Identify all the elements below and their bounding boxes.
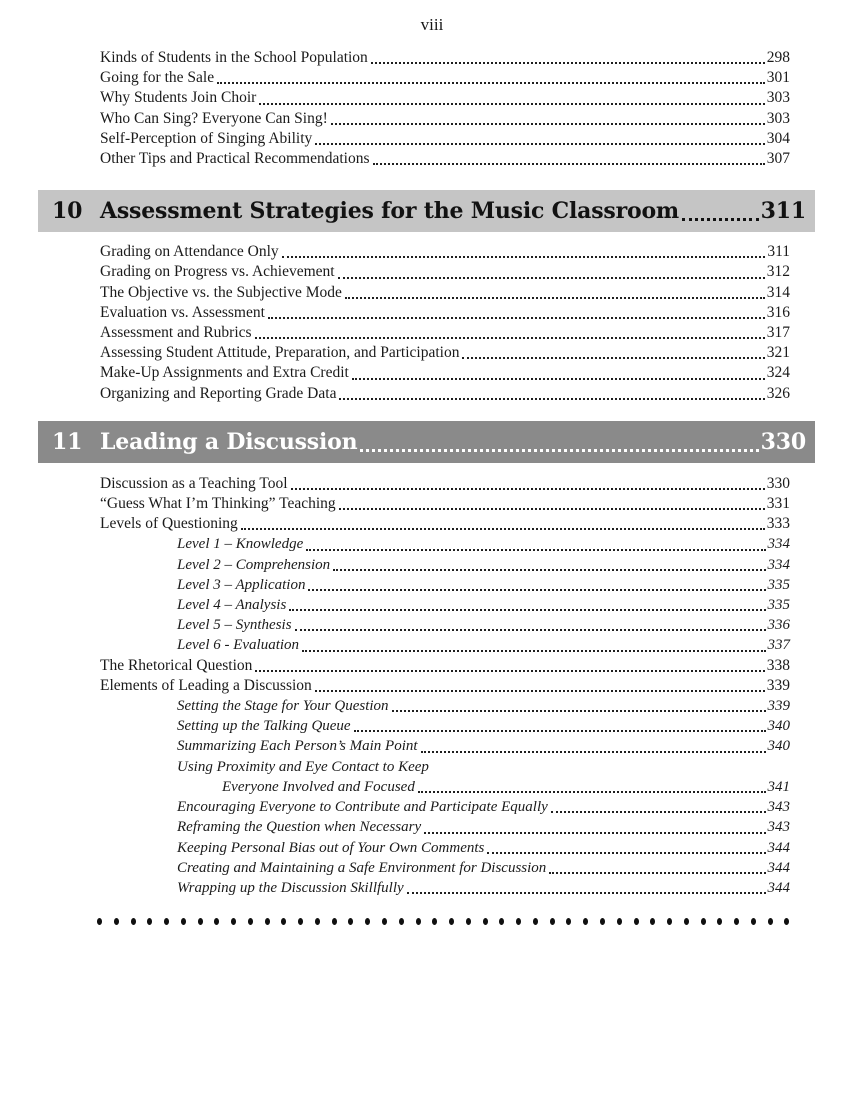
chapter-number: 10 [52,198,83,225]
toc-entry-title: Organizing and Reporting Grade Data [100,384,337,402]
toc-entry [100,777,790,797]
dot-leader [371,62,765,64]
dot-leader [291,488,765,490]
toc-entry-title: Level 2 – Comprehension [177,556,331,573]
divider-dot [734,918,739,925]
divider-dot [684,918,689,925]
divider-dot [533,918,538,925]
dot-leader [333,569,765,571]
toc-entry-page-number: 304 [766,129,790,147]
divider-dot [231,918,236,925]
dot-leader [331,123,765,125]
toc-entry-title: Levels of Questioning [100,515,238,533]
toc-entry-page-number: 344 [767,839,790,856]
toc-entry-page-number: 311 [767,243,790,261]
dot-leader [682,218,759,221]
toc-entry-page-number: 335 [767,597,790,614]
toc-entry [100,878,790,898]
divider-dot [516,918,521,925]
dot-leader [308,589,765,591]
toc-entry-title: Self-Perception of Singing Ability [100,129,313,147]
toc-entry-title: Reframing the Question when Necessary [177,819,422,836]
toc-entry-title: Level 3 – Application [177,576,306,593]
dot-leader [339,508,765,510]
dot-leader [354,730,766,732]
toc-entry-page-number: 330 [766,474,790,492]
toc-entry-page-number: 324 [766,364,790,382]
toc-entry-page-number: 336 [767,617,790,634]
toc-entry [100,555,790,575]
toc-entry-title: Summarizing Each Person’s Main Point [177,738,418,755]
toc-entry-title: Grading on Progress vs. Achievement [100,263,335,281]
toc-entry [100,129,790,149]
divider-dot [298,918,303,925]
toc-entry-page-number: 303 [766,89,790,107]
divider-dot [583,918,588,925]
toc-entry-page-number: 341 [767,778,790,795]
divider-dot [365,918,370,925]
toc-entry-title: Level 1 – Knowledge [177,536,304,553]
toc-entry-page-number: 312 [766,263,790,281]
folio-page-number: viii [420,15,444,34]
toc-entry-page-number: 317 [766,324,790,342]
divider-dot [281,918,286,925]
toc-entry-title: Why Students Join Choir [100,89,257,107]
toc-entry-title: Using Proximity and Eye Contact to Keep [177,758,429,775]
toc-entry-title: Setting the Stage for Your Question [177,698,389,715]
toc-chapters [0,190,864,898]
toc-entry [100,514,790,534]
toc-entry-page-number: 343 [767,799,790,816]
toc-entry-title: Level 6 - Evaluation [177,637,300,654]
toc-entry-page-number: 314 [766,283,790,301]
divider-dot [181,918,186,925]
chapter-page-number: 311 [760,198,806,225]
toc-entry [100,384,790,404]
divider-dot [768,918,773,925]
dot-leader [268,317,765,319]
dot-leader [338,277,765,279]
dot-leader [462,357,764,359]
toc-entry-page-number: 316 [766,303,790,321]
toc-entry-page-number: 333 [766,515,790,533]
toc-entry [100,534,790,554]
dot-leader [282,256,766,258]
toc-entry [100,757,790,777]
toc-entry-page-number: 340 [767,738,790,755]
toc-entry-page-number: 331 [766,495,790,513]
divider-dot [667,918,672,925]
toc-section-chapter-11 [0,474,864,898]
toc-entry-title: Discussion as a Teaching Tool [100,474,288,492]
chapter-title: Assessment Strategies for the Music Classroom [100,198,679,225]
divider-dot [483,918,488,925]
divider-dot [348,918,353,925]
toc-entry-page-number: 343 [767,819,790,836]
dot-leader [302,650,765,652]
dot-leader [418,791,766,793]
toc-entry-page-number: 338 [766,656,790,674]
toc-entry-page-number: 335 [767,576,790,593]
dot-leader [424,832,765,834]
divider-dot [248,918,253,925]
toc-entry [100,676,790,696]
divider-dot [566,918,571,925]
toc-entry [100,838,790,858]
toc-section-pre-chapter [0,48,864,169]
toc-entry [100,736,790,756]
divider-dot [499,918,504,925]
toc-entry-title: Level 5 – Synthesis [177,617,292,634]
dot-leader [421,751,766,753]
toc-entry-page-number: 303 [766,109,790,127]
toc-entry-page-number: 344 [767,879,790,896]
toc-entry [100,696,790,716]
dot-leader [217,82,765,84]
toc-entry-page-number: 307 [766,150,790,168]
toc-entry-title: Creating and Maintaining a Safe Environment for Discussion [177,859,547,876]
toc-entry [100,858,790,878]
divider-dot [147,918,152,925]
dot-leader [339,398,764,400]
toc-entry-page-number: 340 [767,718,790,735]
dot-leader [255,337,765,339]
dot-leader [373,163,765,165]
divider-dot [399,918,404,925]
toc-entry [100,797,790,817]
divider-dot [617,918,622,925]
toc-entry-page-number: 298 [766,49,790,66]
toc-entry-title: Grading on Attendance Only [100,243,279,261]
toc-entry [100,716,790,736]
toc-entry [100,283,790,303]
toc-entry [100,48,790,68]
divider-dot [114,918,119,925]
dot-leader [289,609,765,611]
toc-entry-page-number: 337 [767,637,790,654]
divider-dot [97,918,102,925]
dot-leader [352,378,765,380]
toc-entry [100,656,790,676]
toc-entry [100,68,790,88]
dot-leader [255,670,764,672]
divider-dot [198,918,203,925]
toc-entry-title: Elements of Leading a Discussion [100,676,312,694]
toc-entry [100,635,790,655]
toc-entry [100,149,790,169]
divider-dot [550,918,555,925]
divider-dot [265,918,270,925]
toc-entry [100,494,790,514]
divider-dot [416,918,421,925]
toc-entry-title: Make-Up Assignments and Extra Credit [100,364,349,382]
toc-entry-title: Kinds of Students in the School Population [100,49,368,66]
toc-entry-title: Encouraging Everyone to Contribute and Participate Equally [177,799,548,816]
toc-entry-page-number: 344 [767,859,790,876]
toc-entry-page-number: 334 [767,556,790,573]
toc-entry [100,817,790,837]
divider-dot [717,918,722,925]
toc-entry-title: Wrapping up the Discussion Skillfully [177,879,404,896]
toc-entry-title: Other Tips and Practical Recommendations [100,150,370,168]
toc-entry-page-number: 334 [767,536,790,553]
toc-entry-title: Going for the Sale [100,69,215,87]
divider-dot [784,918,789,925]
dot-leader [306,549,765,551]
dot-leader [315,690,765,692]
toc-entry-title: Keeping Personal Bias out of Your Own Comments [177,839,485,856]
toc-entry-title: Who Can Sing? Everyone Can Sing! [100,109,328,127]
dot-leader [295,629,766,631]
toc-entry-title: Everyone Involved and Focused [222,778,415,795]
toc-entry [100,615,790,635]
toc-entry-title: “Guess What I’m Thinking” Teaching [100,495,336,513]
dot-leader [345,297,765,299]
chapter-heading-bar [38,190,815,232]
toc-section-chapter-10 [0,242,864,404]
dot-leader [241,528,765,530]
divider-dot [634,918,639,925]
toc-entry [100,474,790,494]
dot-leader [360,449,758,452]
dot-leader [487,852,765,854]
toc-entry [100,595,790,615]
divider-dot [315,918,320,925]
toc-entry-page-number: 301 [766,69,790,87]
dot-leader [407,892,766,894]
toc-entry [100,109,790,129]
divider-dot [751,918,756,925]
toc-entry [100,575,790,595]
toc-entry [100,242,790,262]
toc-entry-title: Setting up the Talking Queue [177,718,351,735]
dot-leader [549,872,765,874]
divider-dot [432,918,437,925]
divider-dot [332,918,337,925]
divider-dot [600,918,605,925]
divider-dot [650,918,655,925]
dot-leader [315,143,765,145]
toc-entry-page-number: 321 [766,344,790,362]
toc-entry [100,323,790,343]
toc-entry-title: Evaluation vs. Assessment [100,303,265,321]
toc-entry-title: Level 4 – Analysis [177,597,287,614]
toc-entry-page-number: 339 [766,676,790,694]
chapter-number: 11 [52,428,83,455]
divider-dot [131,918,136,925]
dot-leader [392,710,766,712]
divider-dot [382,918,387,925]
toc-entry [100,343,790,363]
toc-entry-title: Assessment and Rubrics [100,324,252,342]
toc-entry [100,88,790,108]
chapter-page-number: 330 [760,428,806,455]
dot-leader [259,103,764,105]
toc-entry-title: Assessing Student Attitude, Preparation, and Participation [100,344,460,362]
toc-entry [100,262,790,282]
divider-dot [164,918,169,925]
dot-leader [551,811,766,813]
toc-entry-title: The Objective vs. the Subjective Mode [100,283,342,301]
toc-entry [100,363,790,383]
toc-entry-title: The Rhetorical Question [100,656,253,674]
chapter-title: Leading a Discussion [100,428,358,455]
divider-dot [466,918,471,925]
toc-entry [100,303,790,323]
toc-entry-page-number: 326 [766,384,790,402]
divider-dot [214,918,219,925]
divider-dot [449,918,454,925]
toc-entry-page-number: 339 [767,698,790,715]
section-divider-dots [97,918,790,925]
divider-dot [701,918,706,925]
chapter-heading-bar [38,421,815,463]
